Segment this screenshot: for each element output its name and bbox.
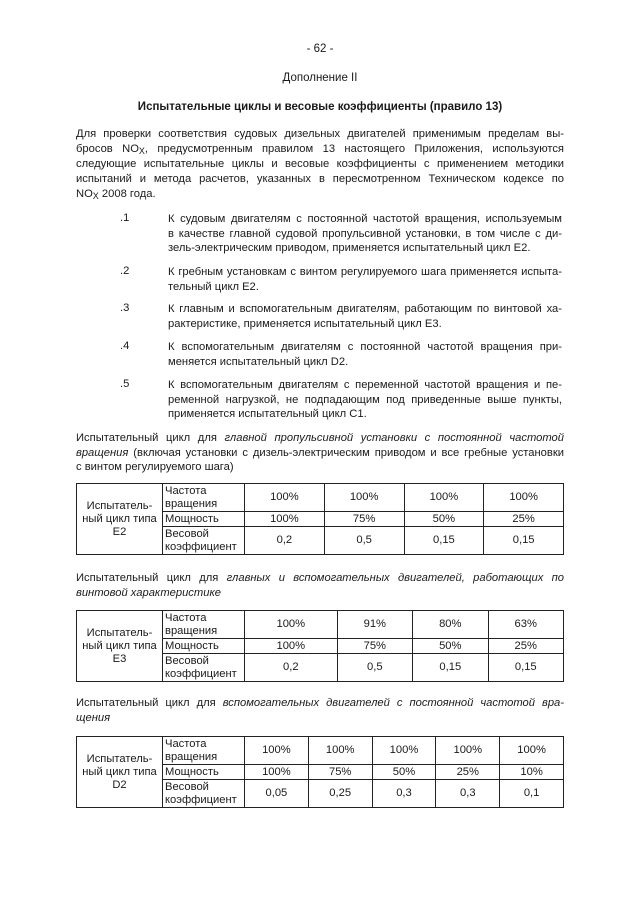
speed-value: 100%	[324, 484, 404, 512]
intro-text: , предусмотренным правилом 13 настоящего Приложения, используются	[144, 143, 564, 155]
list-item-line: К вспомогательным двигателям с постоянной частотой вращения при-	[168, 341, 562, 353]
cycle-type-code: E2	[112, 525, 127, 538]
speed-value: 80%	[413, 611, 488, 639]
row-label-power: Мощность	[163, 639, 245, 654]
caption-line: с винтом регулируемого шага)	[76, 461, 234, 473]
list-item-number: .5	[120, 378, 130, 390]
cycle-type-code: D2	[112, 778, 127, 791]
weight-value: 0,3	[372, 780, 436, 808]
row-label-weight	[163, 527, 245, 555]
power-value: 75%	[308, 765, 372, 780]
label-line: Весовой	[165, 780, 209, 793]
intro-paragraph	[76, 127, 564, 202]
row-label-weight	[163, 780, 245, 808]
power-value: 75%	[324, 512, 404, 527]
caption-line	[76, 571, 564, 586]
label-line: Частота	[165, 737, 207, 750]
cycle-type-cell	[77, 737, 163, 808]
list-item-line: ременной нагрузкой, не подпадающим под приведенные выше пункты,	[168, 393, 562, 406]
intro-line: испытаний и метода расчетов, указанных в пересмотренном Техническом кодексе по	[76, 173, 564, 185]
weight-value: 0,15	[488, 654, 563, 682]
label-line: коэффициент	[165, 667, 237, 680]
power-value: 50%	[404, 512, 484, 527]
caption-line	[76, 431, 564, 446]
caption-line	[76, 696, 564, 711]
intro-text: NO	[76, 188, 93, 200]
speed-value: 100%	[245, 611, 338, 639]
power-value: 25%	[436, 765, 500, 780]
cycle-type-cell	[77, 484, 163, 555]
list-item-line: К главным и вспомогательным двигателям, работающим по винтовой ха-	[168, 303, 562, 315]
cycle-type-label: Испытатель-	[86, 626, 153, 639]
list-item-number: .4	[120, 340, 130, 352]
caption-text: (включая установки с дизель-электрическим приводом и все гребные установки	[128, 446, 564, 459]
list-item-line: тельный цикл E2.	[168, 280, 259, 293]
caption-italic: вспомогательных двигателей с постоянной частотой вра-	[222, 697, 564, 709]
power-value: 100%	[245, 765, 309, 780]
table-row	[77, 611, 564, 639]
row-label-speed	[163, 611, 245, 639]
intro-line: Для проверки соответствия судовых дизельных двигателей применимым пределам вы-	[76, 128, 564, 140]
list-item-text	[168, 302, 562, 331]
weight-value: 0,3	[436, 780, 500, 808]
intro-line	[76, 187, 564, 202]
list-item-line: меняется испытательный цикл D2.	[168, 355, 349, 368]
list-item-line: К судовым двигателям с постоянной частотой вращения, используемым	[168, 213, 562, 225]
caption-line	[76, 446, 564, 461]
intro-line: следующие испытательные циклы и весовые коэффициенты с применением методики	[76, 158, 564, 170]
row-label-power: Мощность	[163, 765, 245, 780]
weight-value: 0,2	[245, 527, 325, 555]
speed-value: 100%	[372, 737, 436, 765]
list-item-line: в качестве главной судовой пропульсивной установки, в том числе с ди-	[168, 227, 562, 240]
list-item-text	[168, 265, 562, 294]
list-item-number: .2	[120, 265, 130, 277]
subscript: X	[92, 191, 99, 201]
row-label-weight	[163, 654, 245, 682]
power-value: 25%	[488, 639, 563, 654]
caption-line	[76, 711, 564, 726]
list-item-line: рактеристике, применяется испытательный цикл E3.	[168, 317, 442, 330]
speed-value: 100%	[436, 737, 500, 765]
weight-value: 0,15	[404, 527, 484, 555]
cycle-type-cell	[77, 611, 163, 682]
row-label-power: Мощность	[163, 512, 245, 527]
page-title: Испытательные циклы и весовые коэффициенты (правило 13)	[137, 101, 503, 113]
cycle-type-label: ный цикл типа	[82, 765, 157, 778]
table-caption-e3	[76, 571, 564, 600]
speed-value: 100%	[484, 484, 564, 512]
weight-value: 0,1	[500, 780, 564, 808]
list-item-line: К вспомогательным двигателям с переменной частотой вращения и пе-	[168, 379, 562, 391]
power-value: 50%	[372, 765, 436, 780]
caption-text: Испытательный цикл для	[76, 697, 223, 709]
cycle-type-label: Испытатель-	[86, 752, 153, 765]
list-item-text	[168, 212, 562, 256]
label-line: Весовой	[165, 654, 209, 667]
list-item-number: .1	[120, 212, 130, 224]
label-line: Частота	[165, 484, 207, 497]
test-cycle-table-d2	[76, 736, 564, 808]
weight-value: 0,15	[413, 654, 488, 682]
cycle-type-label: ный цикл типа	[82, 639, 157, 652]
label-line: Частота	[165, 611, 207, 624]
caption-italic: щения	[76, 711, 111, 724]
power-value: 75%	[337, 639, 412, 654]
weight-value: 0,15	[484, 527, 564, 555]
cycle-type-label: ный цикл типа	[82, 512, 157, 525]
power-value: 100%	[245, 639, 338, 654]
table-caption-d2	[76, 696, 564, 725]
list-item-line: К гребным установкам с винтом регулируемого шага применяется испыта-	[168, 266, 562, 278]
speed-value: 100%	[245, 484, 325, 512]
label-line: вращения	[165, 624, 218, 637]
intro-text: бросов NO	[76, 143, 139, 155]
test-cycle-table-e3	[76, 610, 564, 682]
caption-italic: главных и вспомогательных двигателей, работающих по	[226, 572, 564, 584]
caption-italic: вращения	[76, 446, 129, 459]
table-row	[77, 737, 564, 765]
table-caption-e2	[76, 431, 564, 475]
caption-text: Испытательный цикл для	[76, 572, 227, 584]
cycle-type-code: E3	[112, 652, 127, 665]
caption-italic: винтовой характеристике	[76, 586, 221, 599]
power-value: 50%	[413, 639, 488, 654]
test-cycle-table-e2	[76, 483, 564, 555]
row-label-speed	[163, 737, 245, 765]
list-item-line: применяется испытательный цикл C1.	[168, 408, 367, 420]
speed-value: 100%	[308, 737, 372, 765]
speed-value: 100%	[245, 737, 309, 765]
table-row	[77, 484, 564, 512]
speed-value: 100%	[404, 484, 484, 512]
speed-value: 63%	[488, 611, 563, 639]
caption-italic: главной пропульсивной установки с постоянной частотой	[224, 432, 565, 444]
caption-line	[76, 586, 564, 601]
caption-text: Испытательный цикл для	[76, 432, 225, 444]
weight-value: 0,2	[245, 654, 338, 682]
label-line: коэффициент	[165, 540, 237, 553]
speed-value: 100%	[500, 737, 564, 765]
intro-line	[76, 142, 564, 157]
list-item-number: .3	[120, 302, 130, 314]
power-value: 25%	[484, 512, 564, 527]
list-item-line: зель-электрическим приводом, применяется испытательный цикл E2.	[168, 242, 531, 254]
subscript: X	[138, 146, 145, 156]
page-number: - 62 -	[306, 43, 334, 55]
appendix-heading: Дополнение II	[282, 72, 358, 84]
weight-value: 0,5	[324, 527, 404, 555]
power-value: 10%	[500, 765, 564, 780]
intro-text: 2008 года.	[98, 188, 156, 200]
weight-value: 0,5	[337, 654, 412, 682]
cycle-type-label: Испытатель-	[86, 499, 153, 512]
label-line: Весовой	[165, 527, 209, 540]
list-item-text	[168, 378, 562, 422]
weight-value: 0,05	[245, 780, 309, 808]
power-value: 100%	[245, 512, 325, 527]
row-label-speed	[163, 484, 245, 512]
list-item-text	[168, 340, 562, 369]
speed-value: 91%	[337, 611, 412, 639]
label-line: вращения	[165, 497, 218, 510]
label-line: коэффициент	[165, 793, 237, 806]
label-line: вращения	[165, 750, 218, 763]
weight-value: 0,25	[308, 780, 372, 808]
